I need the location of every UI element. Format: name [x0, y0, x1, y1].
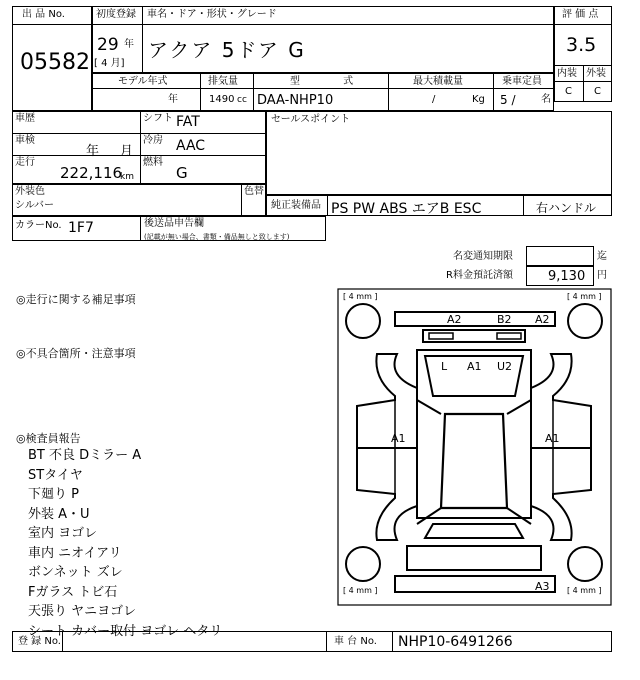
note-line: 室内 ヨゴレ	[28, 526, 98, 541]
divider	[92, 24, 554, 25]
front-bumper-center-grade: B2	[497, 313, 512, 326]
divider	[327, 195, 328, 216]
model-year-value: 年	[168, 94, 178, 105]
color-no-label: カラーNo.	[15, 220, 62, 231]
divider	[554, 24, 612, 25]
ext-color-label: 外装色	[15, 186, 45, 197]
tire-rear-right	[568, 547, 602, 581]
lot-label: 出 品 No.	[22, 9, 65, 20]
displacement-unit: cc	[237, 95, 247, 105]
displacement-value: 1490	[209, 94, 235, 105]
note-line: STタイヤ	[28, 467, 83, 483]
model-year-label: モデル年式	[118, 76, 168, 87]
note-line: シート カバー取付 ヨゴレ ヘタリ	[28, 623, 223, 639]
reg-no-label: 登 録 No.	[18, 636, 61, 647]
divider	[241, 184, 242, 216]
rear-bumper	[395, 576, 555, 592]
capacity-label: 乗車定員	[502, 76, 542, 87]
equipment-value: PS PW ABS エアB ESC	[331, 201, 482, 217]
color-change-label: 色替	[244, 186, 264, 197]
name-change-label: 名変通知期限	[453, 251, 513, 262]
mileage-unit: km	[120, 172, 134, 182]
reg-month: [ 4 月]	[94, 58, 125, 69]
type-label: 型 式	[290, 76, 354, 87]
ac-value: AAC	[176, 138, 206, 154]
note-line: 車内 ニオイアリ	[28, 545, 122, 561]
divider	[326, 631, 327, 652]
shift-label: シフト	[143, 113, 173, 124]
divider	[554, 81, 612, 82]
first-reg-label: 初度登録	[96, 9, 136, 20]
divider	[392, 631, 393, 652]
inspection-month: 月	[120, 144, 134, 159]
pillar	[417, 508, 441, 524]
rear-window	[425, 524, 523, 538]
windshield-l-mark: L	[441, 360, 448, 373]
defects-label: ◎不具合箇所・注意事項	[16, 347, 136, 360]
car-name: アクア 5ドア G	[148, 38, 306, 62]
name-change-suffix: 迄	[597, 251, 607, 262]
tire-rear-left	[346, 547, 380, 581]
capacity-unit: 名	[541, 94, 551, 105]
divider	[253, 73, 254, 111]
divider	[62, 631, 63, 652]
ext-color-value: シルバー	[15, 200, 55, 211]
divider	[523, 195, 524, 216]
divider	[92, 88, 554, 89]
tire-depth-top-left: [ 4 mm ]	[343, 292, 378, 301]
inspection-year: 年	[86, 144, 100, 159]
sales-point-label: セールスポイント	[271, 114, 351, 125]
max-load-value: /	[432, 94, 436, 105]
tire-front-right	[568, 304, 602, 338]
note-line: BT 不良 Dミラー A	[28, 448, 142, 463]
equipment-label: 純正装備品	[271, 200, 321, 211]
reg-year: 29	[97, 35, 119, 55]
max-load-unit: Kg	[472, 94, 485, 105]
fuel-label: 燃料	[143, 157, 163, 168]
max-load-label: 最大積載量	[413, 76, 463, 87]
interior-grade: C	[565, 86, 572, 97]
tire-front-left	[346, 304, 380, 338]
history-label: 車歴	[15, 113, 35, 124]
score-value: 3.5	[566, 34, 597, 56]
pillar	[507, 508, 531, 524]
exterior-grade: C	[594, 86, 601, 97]
divider	[493, 73, 494, 111]
divider	[583, 65, 584, 102]
divider	[200, 73, 201, 111]
note-line: 外装 A・U	[28, 506, 90, 522]
post-docs-note: (記載が無い場合、書類・備品無しと致します)	[144, 233, 290, 241]
windshield-grade: A1	[467, 360, 482, 373]
side-left-grade: A1	[391, 432, 406, 445]
headlight-left	[429, 333, 453, 339]
steering-value: 右ハンドル	[536, 201, 597, 215]
divider	[12, 155, 266, 156]
recycle-unit: 円	[597, 270, 607, 281]
inspector-report-label: ◎検査員報告	[16, 432, 81, 445]
displacement-label: 排気量	[208, 76, 238, 87]
score-label: 評 価 点	[562, 9, 599, 20]
divider	[12, 24, 92, 25]
recycle-label: R料金預託済額	[446, 270, 513, 281]
year-unit: 年	[124, 39, 134, 50]
footer-box	[12, 631, 612, 652]
post-docs-label: 後送品申告欄	[144, 218, 204, 229]
tire-depth-top-right: [ 4 mm ]	[567, 292, 602, 301]
ac-label: 冷房	[143, 135, 163, 146]
note-line: ボンネット ズレ	[28, 565, 123, 580]
divider	[142, 6, 143, 73]
color-no-value: 1F7	[68, 220, 94, 236]
fuel-value: G	[176, 164, 188, 182]
front-bumper-right-grade: A2	[535, 313, 550, 326]
pillar	[417, 400, 441, 414]
cabin-outline	[417, 350, 531, 518]
chassis-label: 車 台 No.	[334, 636, 377, 647]
exterior-label: 外装	[586, 68, 606, 79]
trunk	[407, 546, 541, 570]
car-damage-diagram	[337, 288, 612, 606]
tire-depth-bottom-right: [ 4 mm ]	[567, 586, 602, 595]
divider	[140, 111, 141, 184]
inspector-notes	[28, 446, 222, 641]
divider	[140, 216, 141, 241]
windshield-u-grade: U2	[497, 360, 513, 373]
capacity-value: 5 /	[500, 93, 516, 107]
driving-notes-label: ◎走行に関する補足事項	[16, 293, 136, 306]
front-grille	[423, 330, 525, 342]
lot-number: 05582	[20, 50, 90, 75]
mileage-label: 走行	[15, 157, 35, 168]
name-change-box	[526, 246, 594, 266]
interior-label: 内装	[557, 68, 577, 79]
roof	[441, 414, 507, 508]
chassis-value: NHP10-6491266	[398, 634, 513, 650]
rear-bumper-grade: A3	[535, 580, 550, 593]
front-bumper	[395, 312, 555, 326]
note-line: Fガラス トビ石	[28, 584, 118, 600]
details-box	[12, 111, 266, 184]
car-name-label: 車名・ドア・形状・グレード	[147, 9, 277, 20]
recycle-value: 9,130	[548, 269, 586, 284]
shift-value: FAT	[176, 114, 200, 130]
divider	[388, 73, 389, 111]
tire-depth-bottom-left: [ 4 mm ]	[343, 586, 378, 595]
note-line: 下廻り P	[28, 487, 79, 502]
note-line: 天張り ヤニヨゴレ	[28, 604, 137, 619]
pillar	[507, 400, 531, 414]
mileage-value: 222,116	[60, 164, 123, 182]
headlight-right	[497, 333, 521, 339]
side-right-grade: A1	[545, 432, 560, 445]
type-value: DAA-NHP10	[257, 93, 334, 108]
inspection-label: 車検	[15, 135, 35, 146]
front-bumper-left-grade: A2	[447, 313, 462, 326]
divider	[12, 133, 266, 134]
